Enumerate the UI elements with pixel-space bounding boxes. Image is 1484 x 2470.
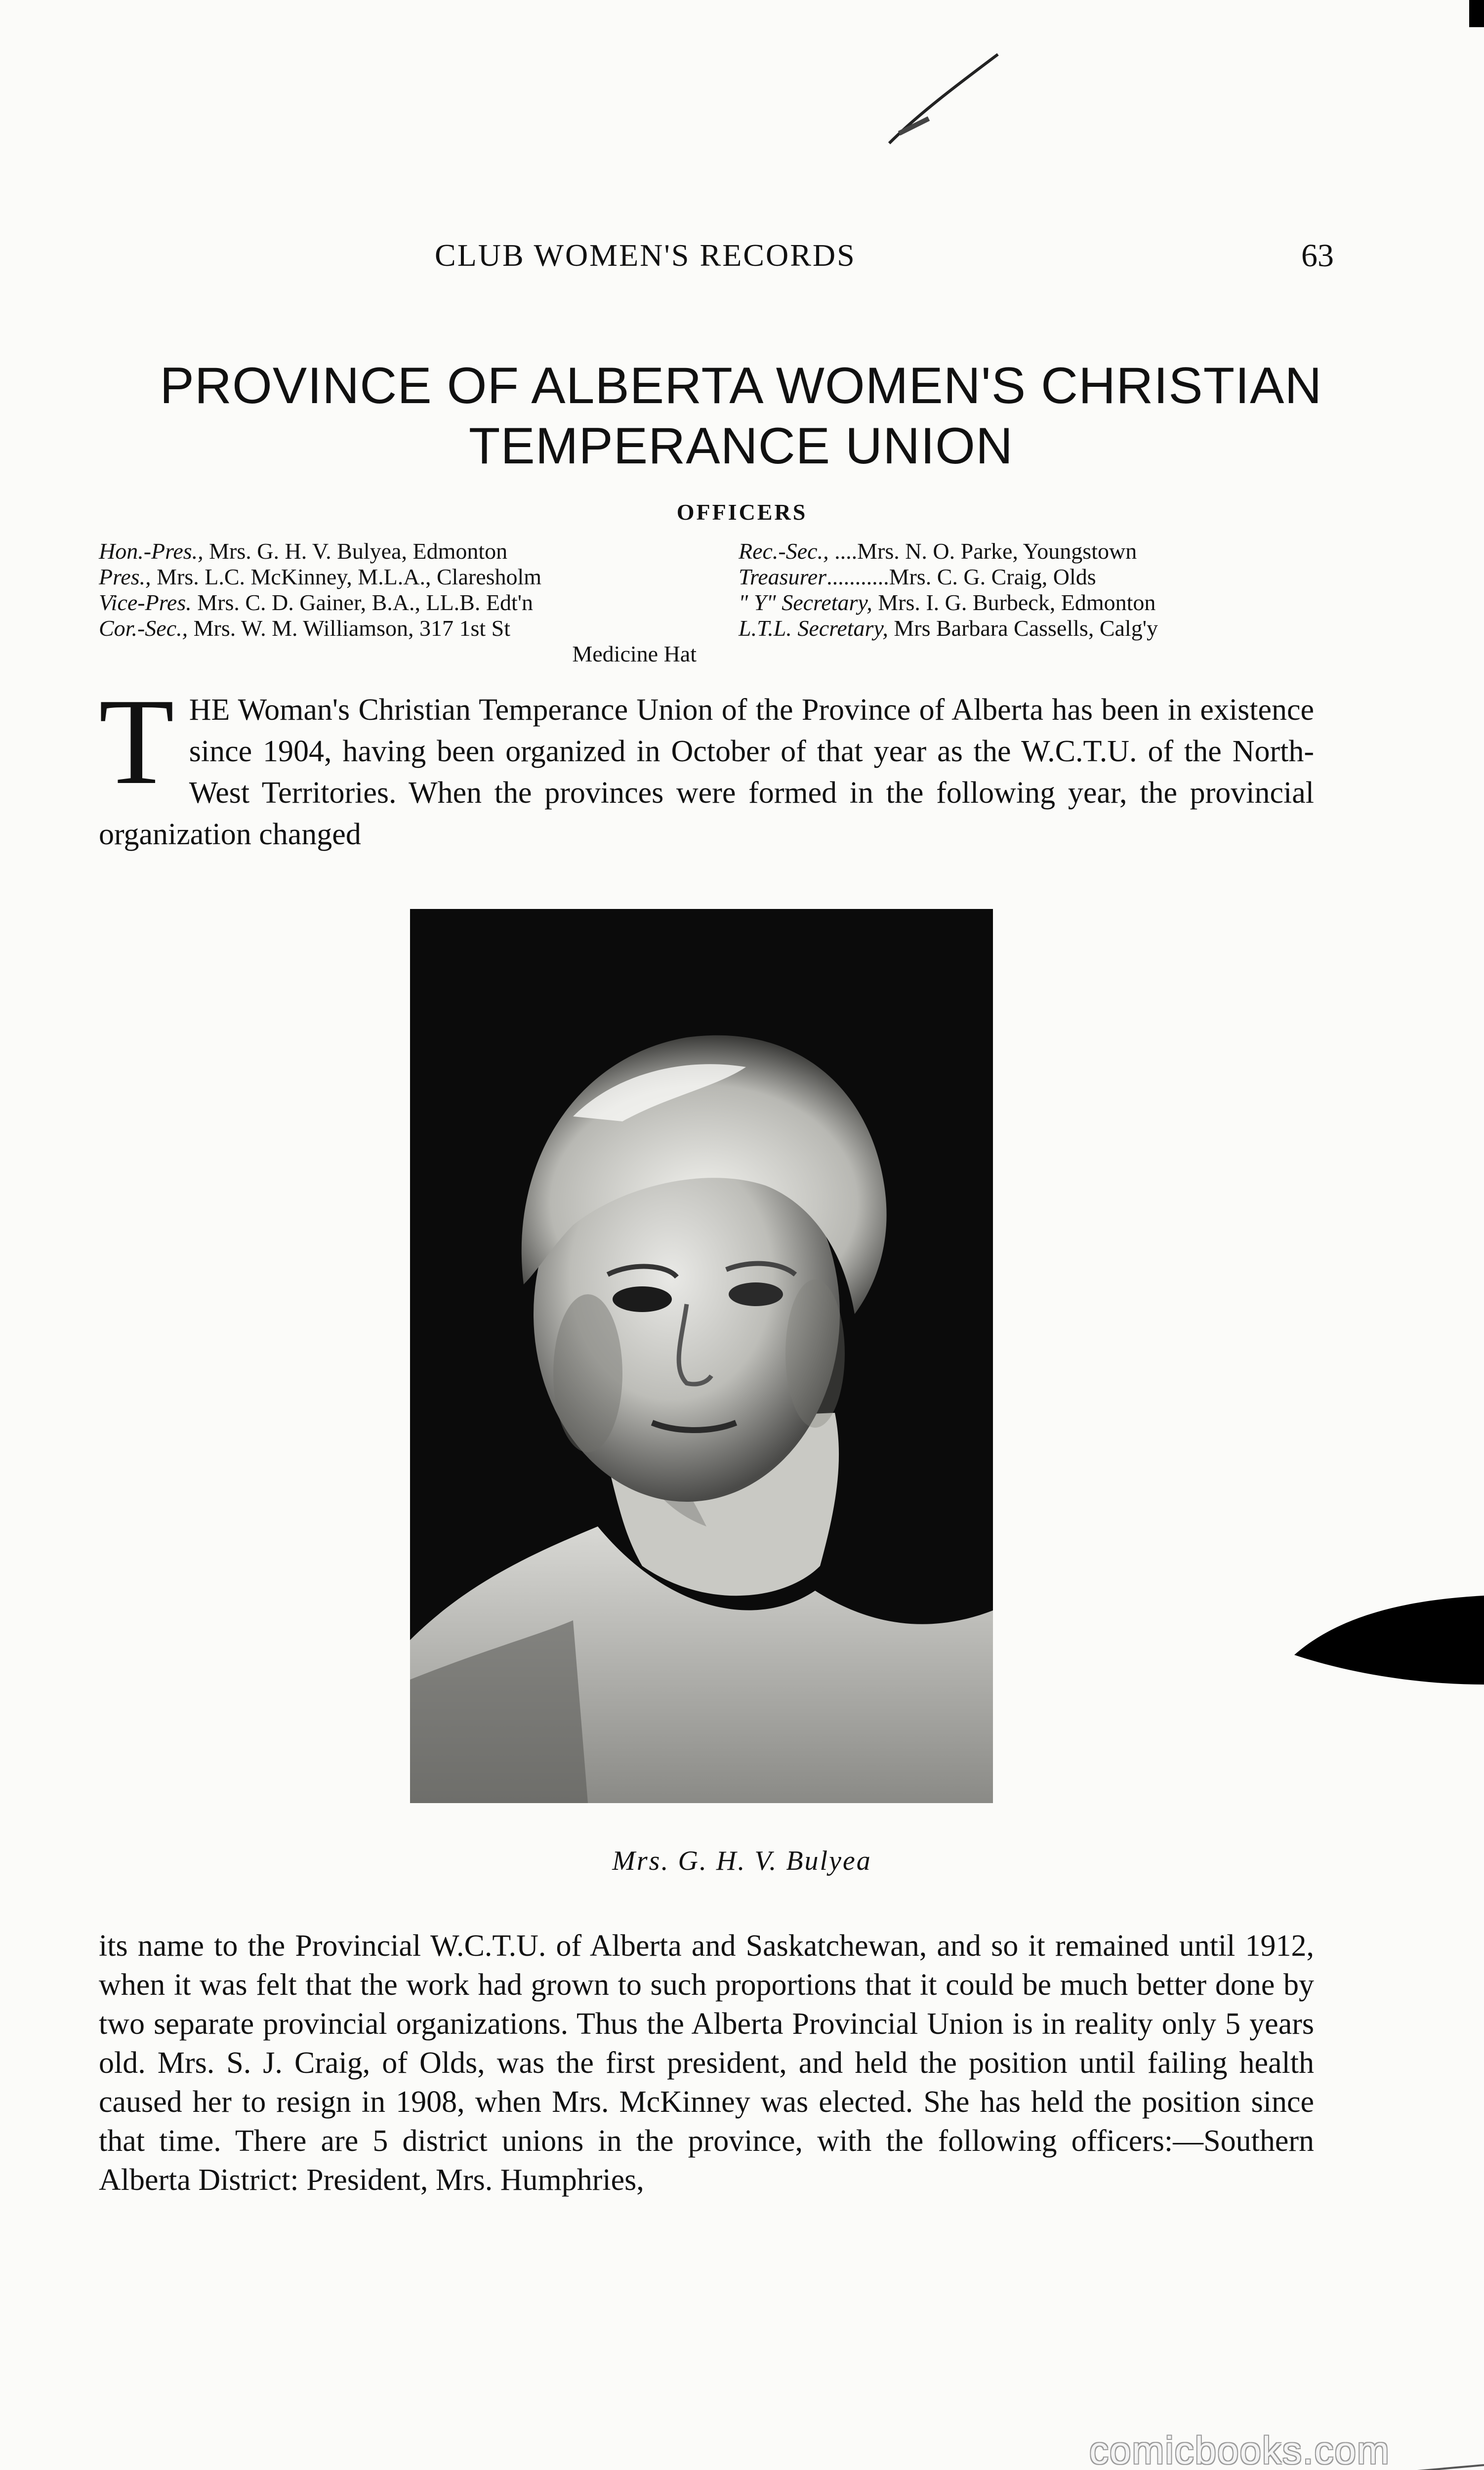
officers-heading: OFFICERS [676,499,808,525]
officer-entry: Rec.-Sec., ....Mrs. N. O. Parke, Youngstown [739,538,1137,564]
officers-list [99,538,1314,667]
article-title-line-1: PROVINCE OF ALBERTA WOMEN'S CHRISTIAN [160,357,1322,414]
article-title-line-2: TEMPERANCE UNION [468,417,1014,475]
body-paragraph-1 [99,673,1314,855]
officer-entry-continuation: Medicine Hat [572,641,697,666]
drop-cap: T [99,673,174,810]
body-paragraph-1-text: HE Woman's Christian Temperance Union of the Province of Alberta has been in existence since 1904, having been organized in October of that year as the W.C.T.U. of the North-West Territories. When the provinces were formed in the following year, the provincial organization changed [99,693,1314,851]
body-paragraph-2: its name to the Provincial W.C.T.U. of Alberta and Saskatchewan, and so it remained until 1912, when it was felt that the work had grown to such proportions that it could be much better done by two separate provincial organizations. Thus the Alberta Provincial Union is in reality only 5 years old. Mrs. S. J. Craig, of Olds, was the first president, and held the position until failing health caused her to resign in 1908, when Mrs. McKinney was elected. She has held the position since that time. There are 5 district unions in the province, with the following officers:—Southern Alberta District: President, Mrs. Humphries, [99,1929,1314,2197]
officers-left-column [99,538,697,667]
portrait-photo [410,909,993,1803]
officer-entry: Vice-Pres. Mrs. C. D. Gainer, B.A., LL.B. Edt'n [99,590,534,615]
officer-entry: Hon.-Pres., Mrs. G. H. V. Bulyea, Edmonton [99,538,508,564]
officer-entry: " Y" Secretary, Mrs. I. G. Burbeck, Edmonton [739,590,1156,615]
article-title [74,356,1408,476]
scan-scratch [879,44,1008,153]
officer-entry: Cor.-Sec., Mrs. W. M. Williamson, 317 1st St [99,616,511,641]
running-head-title: CLUB WOMEN'S RECORDS [435,238,856,273]
page-number: 63 [1301,238,1334,274]
officers-right-column [739,538,1314,641]
officer-entry: Pres., Mrs. L.C. McKinney, M.L.A., Claresholm [99,564,542,589]
officer-entry: L.T.L. Secretary, Mrs Barbara Cassells, Calg'y [739,616,1158,641]
scan-edge-mark [1469,0,1484,27]
scan-blot [1294,1591,1484,1689]
officer-entry: Treasurer...........Mrs. C. G. Craig, Olds [739,564,1096,589]
portrait-image [410,909,993,1803]
watermark: comicbooks.com [1089,2429,1390,2470]
photo-caption: Mrs. G. H. V. Bulyea [612,1846,872,1876]
running-head [99,237,1334,291]
